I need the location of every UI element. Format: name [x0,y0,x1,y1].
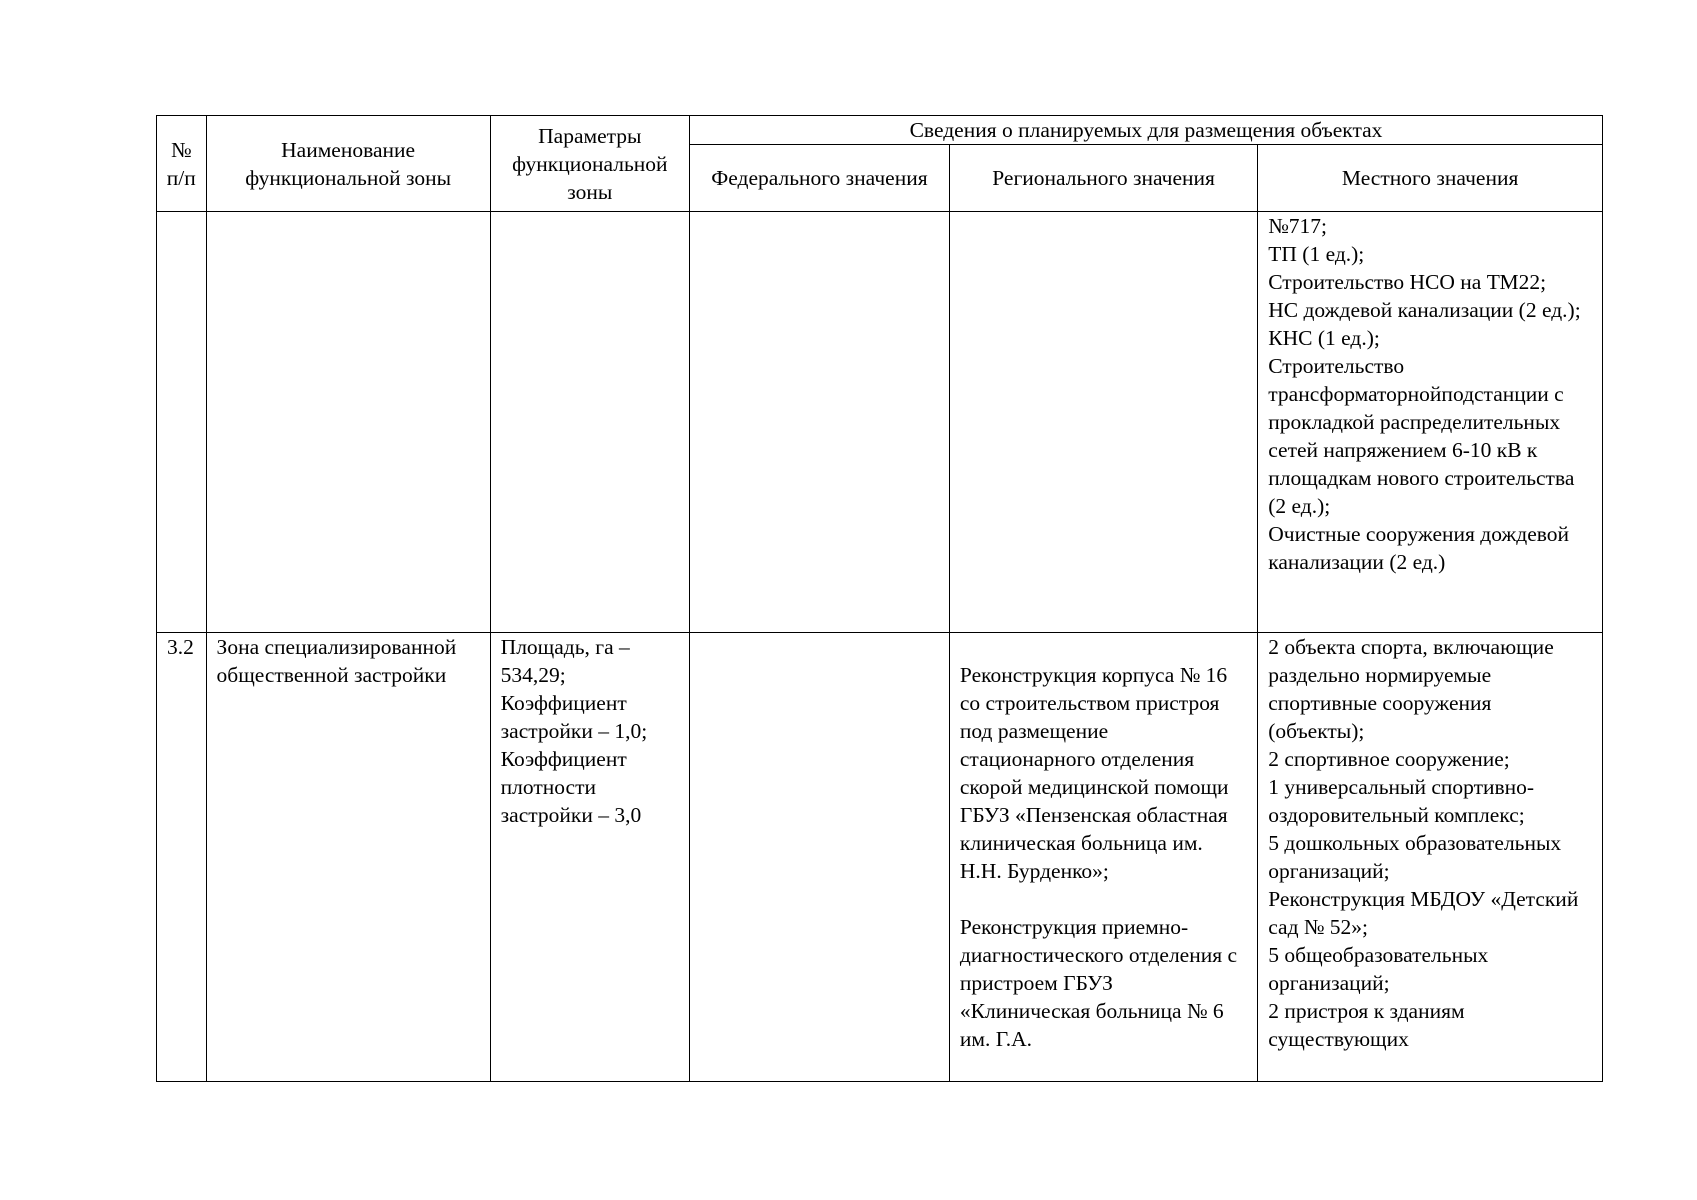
local-object-item: НС дождевой канализации (2 ед.); [1268,298,1581,322]
cell-regional [949,633,1257,1082]
local-object-item: 5 дошкольных образовательных организаций; [1268,831,1562,883]
zone-param-item: Коэффициент плотности застройки – 3,0 [500,747,642,827]
header-planned-objects-group: Сведения о планируемых для размещения объектах [690,116,1603,145]
table-header-row [157,116,1603,145]
regional-object-item: Реконструкция корпуса № 16 со строительством пристроя под размещение стационарного отделения скорой медицинской помощи ГБУЗ «Пензенская областная клиническая больница им. Н.Н. Бурденко»; [959,663,1229,883]
local-object-item: КНС (1 ед.); [1268,326,1380,350]
cell-zone-name [206,212,490,633]
cell-zone-params [490,633,689,1082]
cell-local [1258,633,1603,1082]
cell-federal [690,212,950,633]
local-object-item: 2 спортивное сооружение; [1268,747,1510,771]
planned-objects-table [156,115,1603,1082]
local-object-item: 2 объекта спорта, включающие раздельно нормируемые спортивные сооружения (объекты); [1268,635,1554,743]
local-object-item: Строительство трансформаторнойподстанции с прокладкой распределительных сетей напряжением 6-10 кВ к площадкам нового строительства (2 ед.); [1268,354,1575,518]
table-row [157,212,1603,633]
local-object-item: 1 универсальный спортивно-оздоровительный комплекс; [1268,775,1535,827]
regional-object-item: Реконструкция приемно-диагностического отделения с пристроем ГБУЗ «Клиническая больница № 6 им. Г.А. [959,915,1238,1051]
header-regional: Регионального значения [949,145,1257,212]
zone-param-item: Площадь, га – 534,29; [500,635,630,687]
cell-regional [949,212,1257,633]
header-federal: Федерального значения [690,145,950,212]
cell-zone-params [490,212,689,633]
cell-number: 3.2 [157,633,207,1082]
cell-federal [690,633,950,1082]
cell-local [1258,212,1603,633]
local-object-item: Строительство НСО на ТМ22; [1268,270,1547,294]
cell-number [157,212,207,633]
local-object-item: 5 общеобразовательных организаций; [1268,943,1489,995]
header-zone-params: Параметры функциональной зоны [490,116,689,212]
header-local: Местного значения [1258,145,1603,212]
local-object-item: №717; [1268,214,1327,238]
header-number: № п/п [157,116,207,212]
local-object-item: Очистные сооружения дождевой канализации (2 ед.) [1268,522,1570,574]
table-row [157,633,1603,1082]
local-object-item: Реконструкция МБДОУ «Детский сад № 52»; [1268,887,1579,939]
zone-param-item: Коэффициент застройки – 1,0; [500,691,648,743]
cell-zone-name: Зона специализированной общественной застройки [206,633,490,1082]
header-zone-name: Наименование функциональной зоны [206,116,490,212]
local-object-item: 2 пристроя к зданиям существующих [1268,999,1465,1051]
local-object-item: ТП (1 ед.); [1268,242,1365,266]
